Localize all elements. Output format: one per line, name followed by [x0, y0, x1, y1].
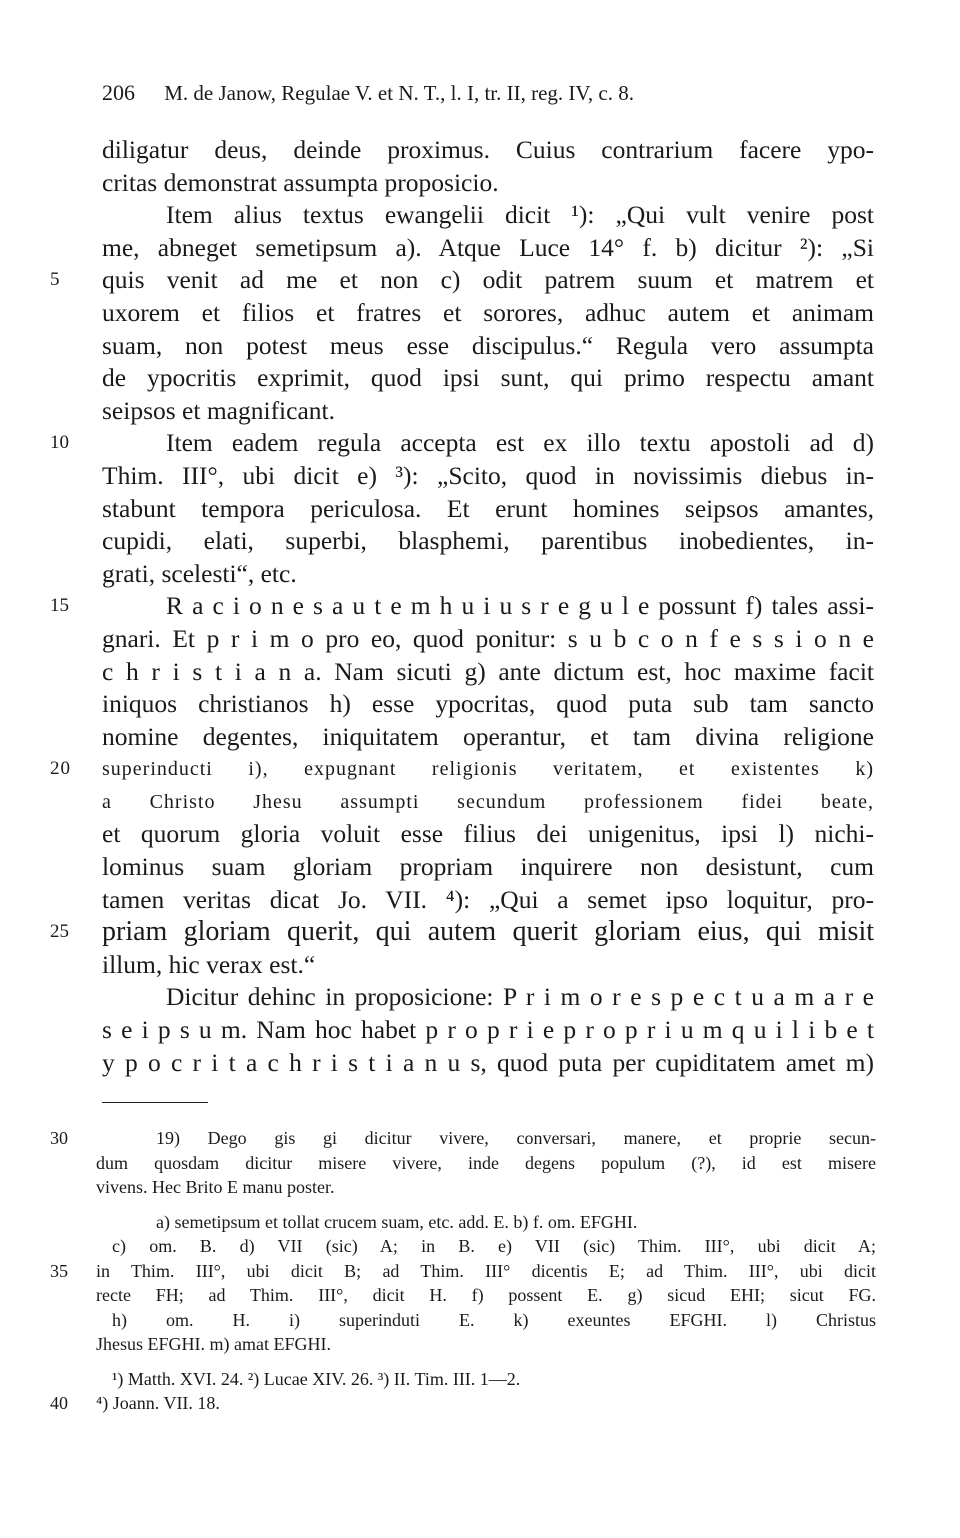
- line-text: cupidi, elati, superbi, blasphemi, parentibus inobedientes, in-: [102, 526, 874, 556]
- line-text: superinducti i), expugnant religionis veritatem, et existentes k): [102, 758, 874, 781]
- line-text: R a c i o n e s a u t e m h u i u s r e g u l e possunt f) tales assi-: [166, 591, 874, 621]
- line-text: seipsos et magnificant.: [102, 395, 335, 425]
- running-title: M. de Janow, Regulae V. et N. T., l. I, tr. II, reg. IV, c. 8.: [164, 81, 634, 105]
- line-text: y p o c r i t a c h r i s t i a n u s, quod puta per cupiditatem amet m): [102, 1047, 874, 1077]
- text-line: [102, 688, 874, 721]
- text-line: [50, 590, 874, 623]
- text-line: [50, 427, 874, 460]
- line-text: Jhesus EFGHI. m) amat EFGHI.: [96, 1334, 331, 1354]
- text-line: [102, 525, 874, 558]
- text-line: [102, 493, 874, 526]
- line-number: 25: [50, 921, 69, 943]
- line-text: ¹) Matth. XVI. 24. ²) Lucae XIV. 26. ³) II. Tim. III. 1—2.: [112, 1368, 521, 1389]
- line-text: diligatur deus, deinde proximus. Cuius contrarium facere ypo-: [102, 135, 874, 164]
- text-line: [50, 916, 874, 949]
- line-text: Item alius textus ewangelii dicit ¹): „Qui vult venire post: [166, 200, 874, 230]
- line-text: et quorum gloria voluit esse filius dei unigenitus, ipsi l) nichi-: [102, 819, 874, 849]
- line-text: 19) Dego gis gi dicitur vivere, conversari, manere, et proprie secun-: [156, 1128, 876, 1148]
- line-number: 30: [50, 1128, 68, 1148]
- line-text: Thim. III°, ubi dicit e) ³): „Scito, quod in novissimis diebus in-: [102, 460, 874, 490]
- line-text: me, abneget semetipsum a). Atque Luce 14° f. b) dicitur ²): „Si: [102, 232, 874, 262]
- text-line: [102, 460, 874, 493]
- line-text: stabunt tempora periculosa. Et erunt homines seipsos amantes,: [102, 493, 874, 523]
- line-text: a Christo Jhesu assumpti secundum professionem fidei beate,: [102, 790, 874, 813]
- footnote-line: [96, 1175, 876, 1200]
- footnote-line: [50, 1259, 876, 1284]
- line-text: tamen veritas dicat Jo. VII. ⁴): „Qui a semet ipso loquitur, pro-: [102, 884, 874, 914]
- line-text: Dicitur dehinc in proposicione: P r i m o r e s p e c t u a m a r e: [166, 982, 874, 1012]
- line-text: critas demonstrat assumpta proposicio.: [102, 167, 499, 197]
- text-line: [102, 981, 874, 1014]
- line-number: 40: [50, 1393, 68, 1413]
- text-line: [50, 264, 874, 297]
- line-text: quis venit ad me et non c) odit patrem suum et matrem et: [102, 265, 874, 295]
- line-text: recte FH; ad Thim. III°, dicit H. f) possent E. g) sicud EHI; sicut FG.: [96, 1285, 876, 1305]
- text-line: [102, 721, 874, 754]
- text-line: [102, 949, 874, 982]
- line-text: in Thim. III°, ubi dicit B; ad Thim. III° dicentis E; ad Thim. III°, ubi dicit: [96, 1260, 876, 1281]
- text-line: [102, 134, 874, 167]
- footnote-separator: [102, 1102, 208, 1103]
- text-line: [102, 1047, 874, 1080]
- running-header: [102, 80, 882, 106]
- line-text: Item eadem regula accepta est ex illo textu apostoli ad d): [166, 428, 874, 458]
- footnote-line: [96, 1332, 876, 1357]
- footnote-line: [96, 1210, 876, 1235]
- footnote-line: [50, 1126, 876, 1151]
- line-number: 35: [50, 1260, 68, 1281]
- line-text: a) semetipsum et tollat crucem suam, etc. add. E. b) f. om. EFGHI.: [156, 1211, 638, 1232]
- footnote-line: [96, 1234, 876, 1259]
- text-line: [102, 623, 874, 656]
- footnote-line: [96, 1367, 876, 1392]
- line-text: gnari. Et p r i m o pro eo, quod ponitur: s u b c o n f e s s i o n e: [102, 623, 874, 653]
- footnote-line: [96, 1151, 876, 1176]
- text-line: [102, 362, 874, 395]
- line-number: 20: [50, 758, 71, 780]
- line-text: suam, non potest meus esse discipulus.“ Regula vero assumpta: [102, 330, 874, 360]
- text-line: [102, 558, 874, 591]
- line-text: dum quosdam dicitur misere vivere, inde degens populum (?), id est misere: [96, 1152, 876, 1173]
- text-line: [102, 395, 874, 428]
- text-line: [102, 232, 874, 265]
- line-text: c) om. B. d) VII (sic) A; in B. e) VII (sic) Thim. III°, ubi dicit A;: [112, 1236, 876, 1256]
- line-text: iniquos christianos h) esse ypocritas, quod puta sub tam sancto: [102, 689, 874, 719]
- text-line: [102, 884, 874, 917]
- text-line: [102, 786, 874, 819]
- line-text: nomine degentes, iniquitatem operantur, et tam divina religione: [102, 721, 874, 751]
- text-line: [102, 656, 874, 689]
- text-line: [102, 818, 874, 851]
- line-number: 5: [50, 269, 60, 291]
- footnote-line: [50, 1391, 876, 1416]
- line-text: c h r i s t i a n a. Nam sicuti g) ante dictum est, hoc maxime facit: [102, 656, 874, 686]
- line-text: de ypocritis exprimit, quod ipsi sunt, qui primo respectu amant: [102, 363, 874, 393]
- line-text: grati, scelesti“, etc.: [102, 558, 297, 588]
- text-line: [102, 199, 874, 232]
- line-number: 15: [50, 595, 69, 617]
- line-text: lominus suam gloriam propriam inquirere non desistunt, cum: [102, 852, 874, 882]
- line-text: ⁴) Joann. VII. 18.: [96, 1393, 220, 1413]
- footnotes: [50, 1126, 876, 1416]
- text-line: [102, 1014, 874, 1047]
- line-text: uxorem et filios et fratres et sorores, adhuc autem et animam: [102, 297, 874, 327]
- page-number: 206: [102, 80, 135, 105]
- line-text: illum, hic verax est.“: [102, 949, 316, 979]
- text-line: [102, 330, 874, 363]
- line-text: priam gloriam querit, qui autem querit gloriam eius, qui misit: [102, 916, 874, 948]
- note-gap: [96, 1357, 876, 1367]
- line-text: s e i p s u m. Nam hoc habet p r o p r i e p r o p r i u m q u i l i b e t: [102, 1015, 874, 1045]
- footnote-line: [96, 1308, 876, 1333]
- text-line: [102, 167, 874, 200]
- text-line: [102, 297, 874, 330]
- footnote-line: [96, 1283, 876, 1308]
- text-line: [50, 753, 874, 786]
- text-line: [102, 851, 874, 884]
- line-text: vivens. Hec Brito E manu poster.: [96, 1177, 335, 1197]
- line-number: 10: [50, 432, 69, 454]
- line-text: h) om. H. i) superinduti E. k) exeuntes EFGHI. l) Christus: [112, 1309, 876, 1330]
- note-gap: [96, 1200, 876, 1210]
- main-text: [50, 134, 874, 1079]
